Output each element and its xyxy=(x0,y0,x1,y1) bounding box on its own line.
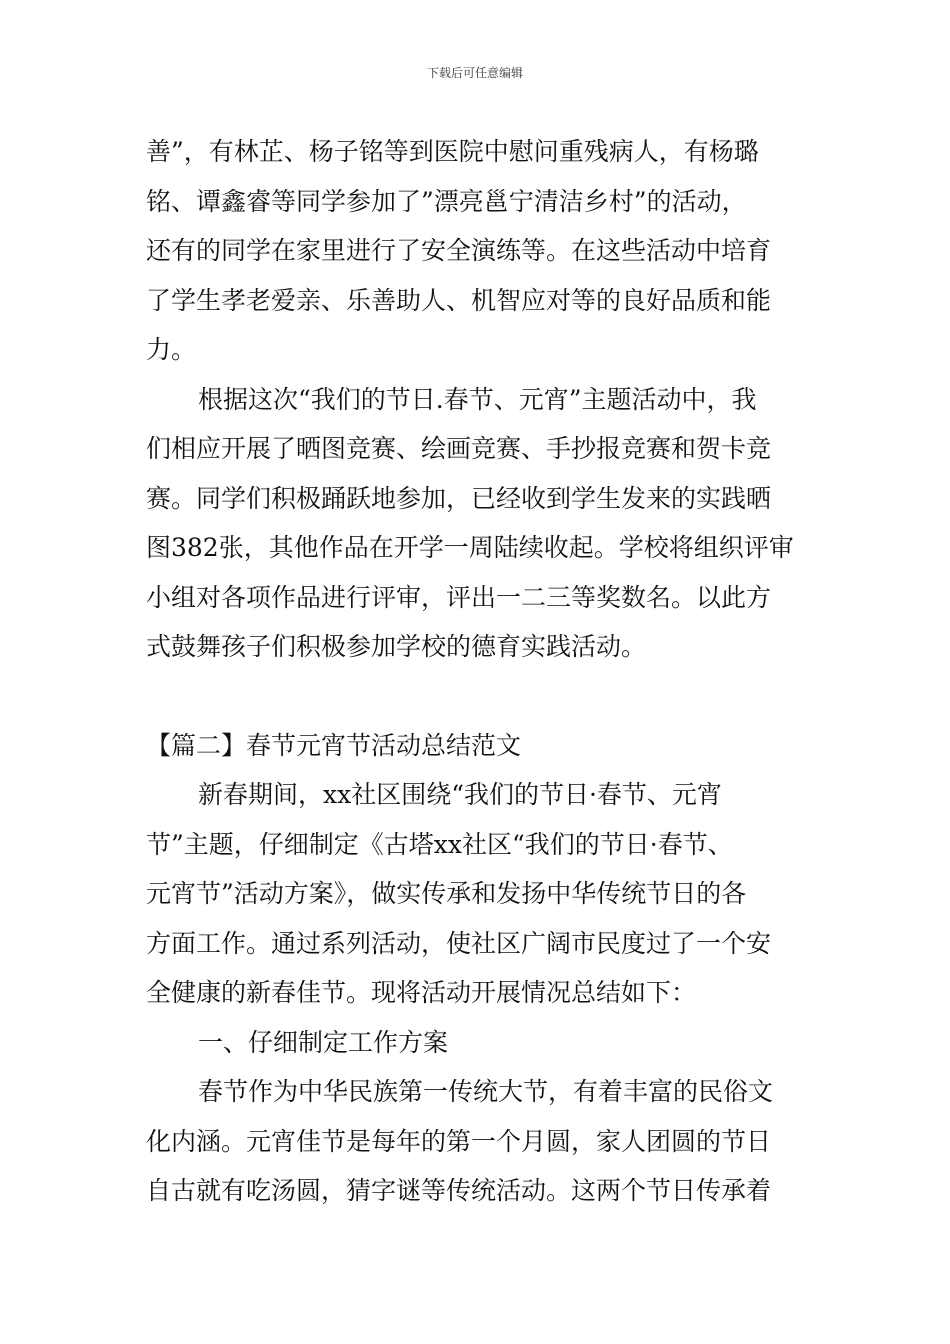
text-line: 方面工作。通过系列活动，使社区广阔市民度过了一个安 xyxy=(146,928,772,958)
text-line: 根据这次“我们的节日.春节、元宵”主题活动中，我 xyxy=(198,384,757,414)
text-line: 还有的同学在家里进行了安全演练等。在这些活动中培育 xyxy=(146,236,772,265)
text-line: 春节作为中华民族第一传统大节，有着丰富的民俗文 xyxy=(198,1077,774,1106)
paragraph-introduction xyxy=(146,770,810,1018)
text-line: 式鼓舞孩子们积极参加学校的德育实践活动。 xyxy=(146,632,647,661)
text-line: 赛。同学们积极踊跃地参加，已经收到学生发来的实践晒 xyxy=(146,483,772,513)
document-body xyxy=(146,127,810,1216)
paragraph-festival-background xyxy=(146,1067,810,1216)
text-line: 们相应开展了晒图竞赛、绘画竞赛、手抄报竞赛和贺卡竞 xyxy=(146,434,772,463)
subsection-title: 一、仔细制定工作方案 xyxy=(198,1027,449,1057)
page-header: 下载后可任意编辑 xyxy=(426,66,523,80)
paragraph-continued-activities xyxy=(146,127,810,375)
text-line: 化内涵。元宵佳节是每年的第一个月圆，家人团圆的节日 xyxy=(146,1126,772,1156)
text-line: 铭、谭鑫睿等同学参加了”漂亮邕宁清洁乡村”的活动， xyxy=(146,186,747,216)
text-line: 图382张，其他作品在开学一周陆续收起。学校将组织评审 xyxy=(146,533,794,562)
text-line: 新春期间，xx社区围绕“我们的节日·春节、元宵 xyxy=(198,780,722,809)
text-line: 了学生孝老爱亲、乐善助人、机智应对等的良好品质和能 xyxy=(146,285,772,315)
section-heading xyxy=(146,721,810,771)
section-title: 【篇二】春节元宵节活动总结范文 xyxy=(146,730,522,760)
text-line: 节”主题，仔细制定《古塔xx社区“我们的节日·春节、 xyxy=(146,829,733,859)
text-line: 力。 xyxy=(146,335,197,364)
paragraph-spacer xyxy=(146,672,810,721)
text-line: 小组对各项作品进行评审，评出一二三等奖数名。以此方 xyxy=(146,582,772,612)
text-line: 全健康的新春佳节。现将活动开展情况总结如下： xyxy=(146,978,697,1007)
text-line: 善”，有林芷、杨子铭等到医院中慰问重残病人，有杨璐 xyxy=(146,137,759,166)
paragraph-competitions xyxy=(146,375,810,672)
text-line: 元宵节”活动方案》，做实传承和发扬中华传统节日的各 xyxy=(146,879,747,908)
text-line: 自古就有吃汤圆，猜字谜等传统活动。这两个节日传承着 xyxy=(146,1176,772,1205)
subsection-heading xyxy=(146,1018,810,1068)
